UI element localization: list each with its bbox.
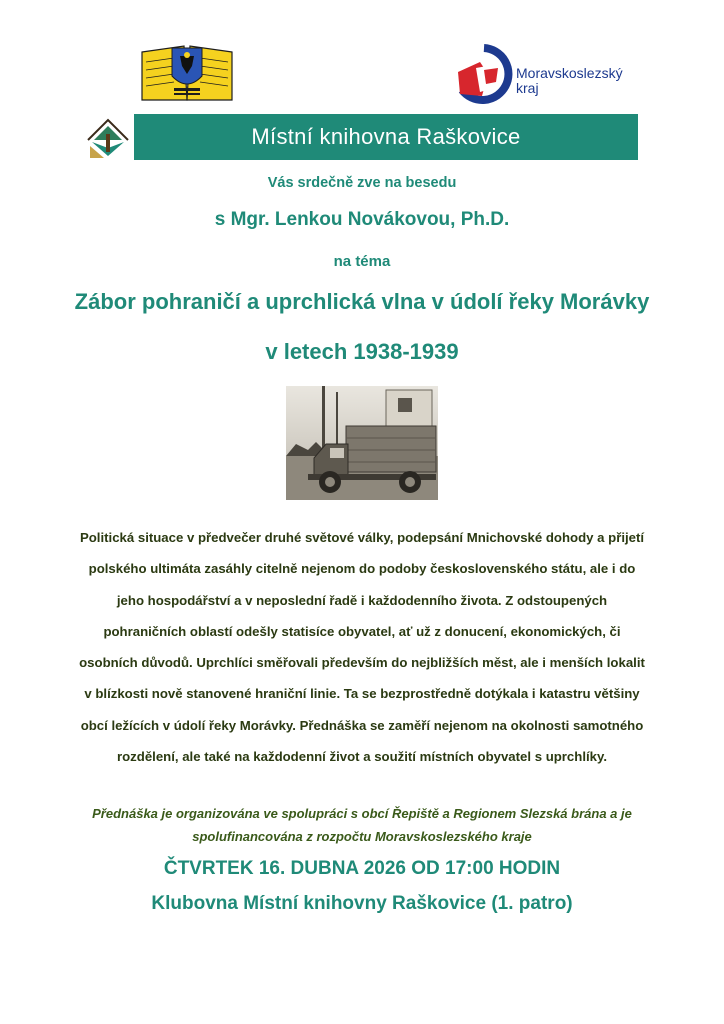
invite-text: Vás srdečně zve na besedu [267, 175, 457, 191]
note-line2: spolufinancována z rozpočtu Moravskoslezského kraje [192, 829, 532, 844]
note-line1: Přednáška je organizována ve spolupráci s obcí Řepiště a Regionem Slezská brána a je [92, 806, 632, 821]
description-line: polského ultimáta zasáhly citelně nejenom do podoby československého státu, ale i do [88, 561, 636, 577]
description-line: v blízkosti nově stanovené hraniční linie. Ta se bezprostředně dotýkala i katastru většiny [84, 686, 640, 702]
description-line: rozdělení, ale také na každodenní život a soužití místních obyvatel s uprchlíky. [116, 749, 608, 765]
lecture-title-line1: Zábor pohraničí a uprchlická vlna v údolí řeky Morávky [74, 289, 650, 314]
moravskoslezsky-kraj-logo [454, 44, 640, 104]
description-line: osobních důvodů. Uprchlíci směřovali především do nejbližších měst, ale i menších lokalit [79, 655, 645, 671]
slezska-brana-logo [140, 42, 234, 104]
historical-truck-photo [286, 386, 438, 500]
kraj-name-line2: kraj [516, 80, 539, 96]
theme-label: na téma [333, 253, 391, 270]
event-date: ČTVRTEK 16. DUBNA 2026 OD 17:00 HODIN [163, 858, 561, 879]
kraj-name-line1: Moravskoslezský [516, 65, 623, 81]
speaker-name: s Mgr. Lenkou Novákovou, Ph.D. [214, 209, 510, 230]
organization-note [44, 802, 680, 848]
banner-title: Místní knihovna Raškovice [251, 124, 521, 149]
lecture-title-line2: v letech 1938-1939 [265, 339, 459, 364]
description-line: Politická situace v předvečer druhé světové války, podepsání Mnichovské dohody a přijetí [79, 530, 645, 545]
lecture-description [44, 522, 680, 772]
description-line: jeho hospodářství a v neposlední řadě i každodenního života. Z odstoupených [116, 592, 608, 608]
library-tree-logo [84, 116, 132, 160]
event-place: Klubovna Místní knihovny Raškovice (1. patro) [151, 893, 573, 914]
description-line: obcí ležících v údolí řeky Morávky. Přednáška se zaměří nejenom na okolnosti samotného [80, 717, 644, 733]
description-line: pohraničních oblastí odešly statisíce obyvatel, ať už z donucení, ekonomických, či [103, 623, 621, 639]
library-banner [134, 114, 638, 160]
